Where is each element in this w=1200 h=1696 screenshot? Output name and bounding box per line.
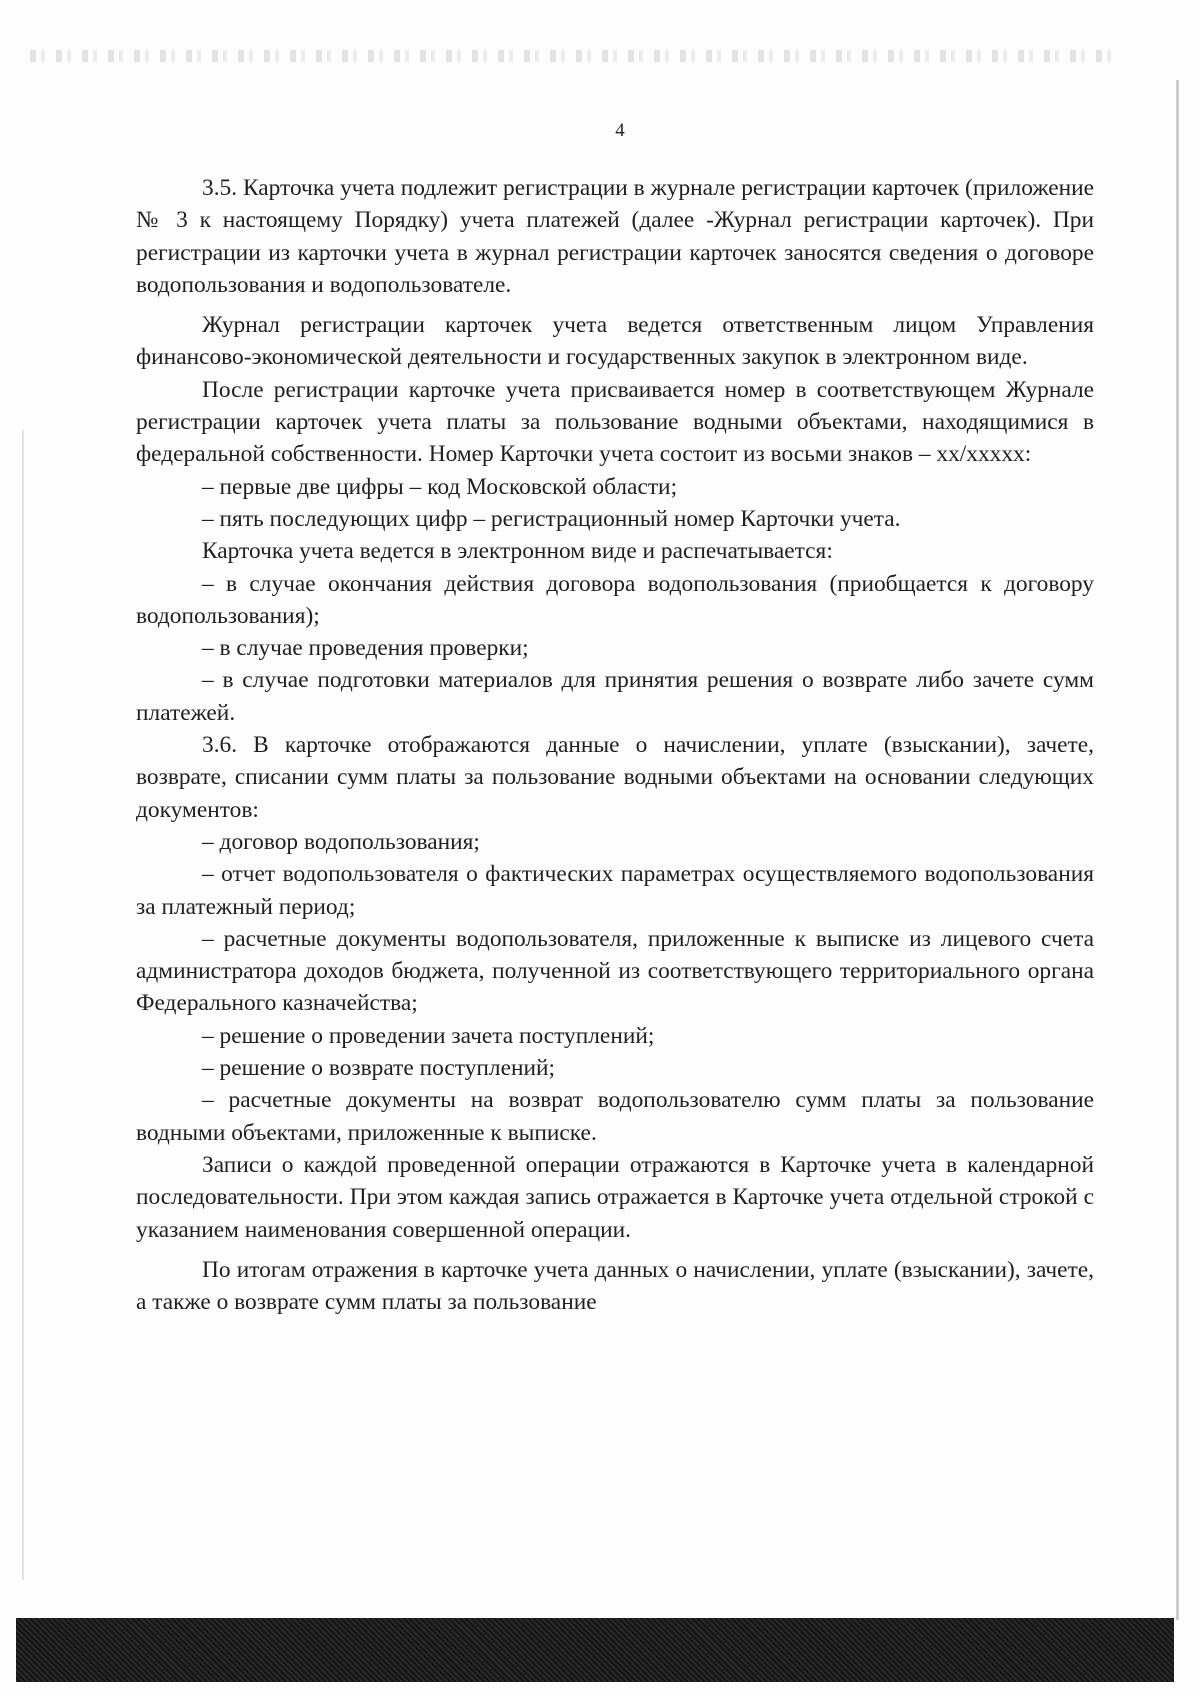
scan-edge-left [22, 430, 24, 1580]
list-item-next-digits: – пять последующих цифр – регистрационный номер Карточки учета. [202, 505, 901, 532]
list-item-payment-documents: – расчетные документы водопользователя, приложенные к выписке из лицевого счета администратора доходов бюджета, полученной из соответствующего территориального органа Федерального казначейства; [136, 925, 1094, 1017]
paragraph-3-6: 3.6. В карточке отображаются данные о начислении, уплате (взыскании), зачете, возврате, списании сумм платы за пользование водными объектами на основании следующих документов: [136, 732, 1094, 823]
list-item-inspection: – в случае проведения проверки; [202, 635, 529, 662]
paragraph-registration-number: После регистрации карточке учета присваивается номер в соответствующем Журнале регистрации карточек учета платы за пользование водными объектами, находящимися в федеральной собственности. Номер Карточки учета состоит из восьми знаков – хх/ххххх: [136, 376, 1094, 468]
scan-noise-top [30, 50, 1120, 62]
paragraph-journal: Журнал регистрации карточек учета ведется ответственным лицом Управления финансово-экономической деятельности и государственных закупок в электронном виде. [136, 312, 1094, 371]
list-item-offset-decision: – решение о проведении зачета поступлений; [202, 1022, 655, 1049]
list-item-refund-materials: – в случае подготовки материалов для принятия решения о возврате либо зачете сумм платежей. [136, 667, 1094, 726]
list-item-report: – отчет водопользователя о фактических параметрах осуществляемого водопользования за платежный период; [136, 861, 1094, 920]
scan-edge-right [1176, 80, 1179, 1620]
paragraph-3-5: 3.5. Карточка учета подлежит регистрации в журнале регистрации карточек (приложение № 3 к настоящему Порядку) учета платежей (далее -Журнал регистрации карточек). При регистрации из карточки учета в журнал регистрации карточек заносятся сведения о договоре водопользования и водопользователе. [136, 175, 1094, 298]
list-item-contract-end: – в случае окончания действия договора водопользования (приобщается к договору водопользования); [136, 570, 1094, 629]
list-item-refund-documents: – расчетные документы на возврат водопользователю сумм платы за пользование водными объектами, приложенные к выписке. [136, 1087, 1094, 1146]
paragraph-results: По итогам отражения в карточке учета данных о начислении, уплате (взыскании), зачете, а также о возврате сумм платы за пользование [136, 1256, 1094, 1316]
scan-border-bottom [16, 1618, 1174, 1682]
list-item-first-digits: – первые две цифры – код Московской области; [202, 473, 678, 500]
page-number: 4 [615, 120, 625, 141]
list-item-contract: – договор водопользования; [202, 828, 480, 855]
list-item-refund-decision: – решение о возврате поступлений; [202, 1055, 556, 1082]
paragraph-records: Записи о каждой проведенной операции отражаются в Карточке учета в календарной последовательности. При этом каждая запись отражается в Карточке учета отдельной строкой с указанием наименования совершенной операции. [136, 1151, 1094, 1243]
document-body [136, 172, 1094, 1318]
paragraph-card-printing: Карточка учета ведется в электронном виде и распечатывается: [202, 538, 833, 565]
